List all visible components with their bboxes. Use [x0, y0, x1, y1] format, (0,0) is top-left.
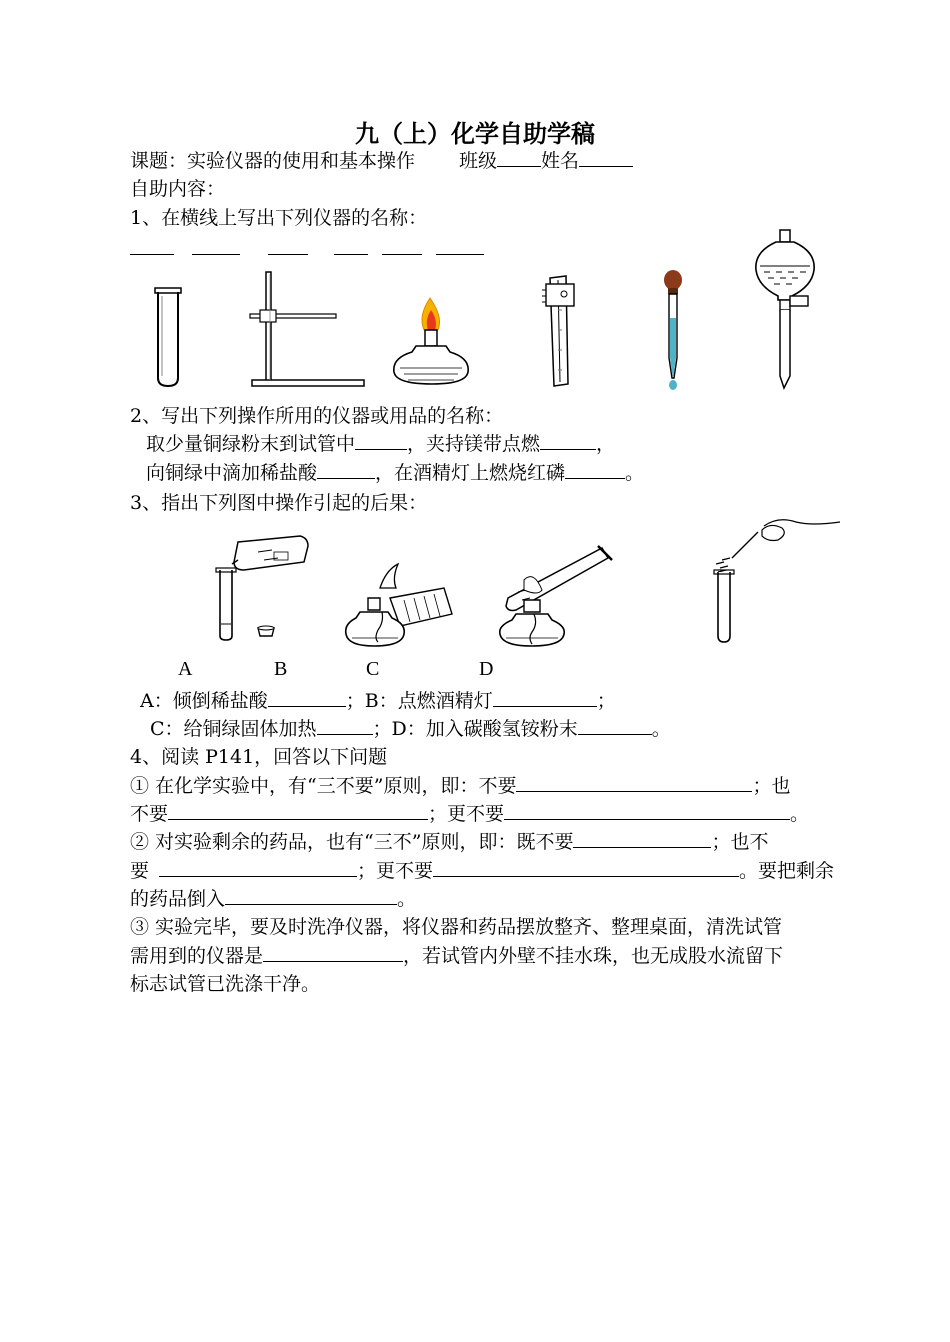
q4-p3-b: 需用到的仪器是 [130, 945, 264, 967]
q1-blank-2[interactable] [192, 242, 240, 255]
q4-p3-line1: ③ 实验完毕，要及时洗净仪器，将仪器和药品摆放整齐、整理桌面，清洗试管 [130, 916, 783, 938]
q4-p2-c: 要 [130, 860, 150, 882]
q3-line2 [150, 716, 671, 742]
q4-blank-6[interactable] [433, 858, 739, 877]
q4-blank-5[interactable] [159, 858, 357, 877]
q1-blank-4[interactable] [334, 242, 368, 255]
q4-p2-e: 。要把剩余 [739, 860, 835, 882]
heating-figure [494, 540, 618, 650]
q1-blank-5[interactable] [382, 242, 422, 255]
alcohol-lamp-figure [386, 290, 476, 390]
q3-blank-c[interactable] [317, 716, 373, 735]
q4-blank-7[interactable] [225, 886, 397, 905]
q4-blank-4[interactable] [573, 829, 711, 848]
q2-text: 2、写出下列操作所用的仪器或用品的名称： [130, 405, 504, 427]
dropper-figure [656, 268, 690, 394]
q4-p1-line1 [130, 773, 790, 799]
q3-line1 [140, 688, 616, 714]
class-blank[interactable] [497, 148, 541, 167]
q4-p1-d: ；更不要 [428, 803, 505, 825]
q3-line2-end: 。 [651, 718, 671, 740]
q1-blank-1[interactable] [130, 242, 174, 255]
figure-label-b: B [274, 658, 288, 680]
q4-p1-end: 。 [790, 803, 810, 825]
figure-label-a: A [178, 658, 193, 680]
q4-p2-d: ；更不要 [357, 860, 434, 882]
test-tube-figure [150, 268, 190, 392]
q1-text: 1、在横线上写出下列仪器的名称： [130, 207, 428, 229]
q3-line2-a: C：给铜绿固体加热 [150, 718, 317, 740]
q4-p2-a: ② 对实验剩余的药品，也有“三不”原则，即：既不要 [130, 831, 574, 853]
class-label: 班级 [459, 150, 498, 172]
q2-line1 [146, 431, 615, 457]
q3-blank-a[interactable] [268, 688, 346, 707]
topic-text: 课题：实验仪器的使用和基本操作 [130, 150, 416, 172]
pouring-figure [208, 530, 318, 645]
separatory-funnel-figure [752, 226, 818, 396]
q4-p1-a: ① 在化学实验中，有“三不要”原则，即：不要 [130, 775, 517, 797]
q3-text: 3、指出下列图中操作引起的后果： [130, 492, 428, 514]
page-title: 九（上）化学自助学稿 [355, 120, 595, 148]
q4-p2-b: ；也不 [711, 831, 769, 853]
q4-p3-line2 [130, 943, 783, 969]
q4-p1-b: ；也 [752, 775, 791, 797]
q1-blank-3[interactable] [268, 242, 308, 255]
q4-blank-1[interactable] [516, 773, 752, 792]
name-blank[interactable] [579, 148, 633, 167]
q2-blank-4[interactable] [565, 460, 625, 479]
q2-blank-1[interactable] [355, 431, 407, 450]
q3-line1-b: ；B：点燃酒精灯 [345, 690, 493, 712]
q4-blank-8[interactable] [263, 943, 403, 962]
q4-p2-end: 。 [397, 888, 417, 910]
q4-p1-c: 不要 [130, 803, 169, 825]
q4-p3-c: ，若试管内外壁不挂水珠，也无成股水流留下 [403, 945, 784, 967]
q4-blank-3[interactable] [504, 801, 790, 820]
q2-line2-b: ，在酒精灯上燃烧红磷 [375, 462, 566, 484]
q4-p3-line3: 标志试管已洗涤干净。 [130, 973, 321, 995]
q4-p2-line1 [130, 829, 768, 855]
q3-line1-a: A：倾倒稀盐酸 [140, 690, 268, 712]
q3-line1-end: ； [596, 690, 616, 712]
header-line [130, 148, 633, 174]
q3-blank-b[interactable] [493, 688, 597, 707]
q2-blank-3[interactable] [317, 460, 375, 479]
figure-label-c: C [366, 658, 380, 680]
q2-line2-end: 。 [625, 462, 645, 484]
iron-stand-figure [246, 268, 366, 392]
name-label: 姓名 [541, 150, 580, 172]
q2-line1-a: 取少量铜绿粉末到试管中 [146, 433, 356, 455]
q1-blank-6[interactable] [436, 242, 484, 255]
q4-p2-line2 [130, 858, 834, 884]
q2-line2 [146, 460, 644, 486]
q2-line1-b: ，夹持镁带点燃 [407, 433, 541, 455]
q2-line1-end: ， [596, 433, 616, 455]
figure-label-d: D [479, 658, 494, 680]
q2-blank-2[interactable] [540, 431, 596, 450]
intro-text: 自助内容： [130, 178, 226, 200]
q4-p2-line3 [130, 886, 416, 912]
test-tube-holder-figure [540, 270, 580, 392]
q2-line2-a: 向铜绿中滴加稀盐酸 [146, 462, 318, 484]
q3-line2-b: ；D：加入碳酸氢铵粉末 [372, 718, 578, 740]
adding-powder-figure [708, 512, 848, 646]
q4-blank-2[interactable] [168, 801, 428, 820]
q3-blank-d[interactable] [578, 716, 652, 735]
q4-text: 4、阅读 P141，回答以下问题 [130, 746, 388, 768]
q4-p1-line2 [130, 801, 809, 827]
q4-p2-f: 的药品倒入 [130, 888, 226, 910]
lamp-ignition-figure [344, 560, 456, 652]
